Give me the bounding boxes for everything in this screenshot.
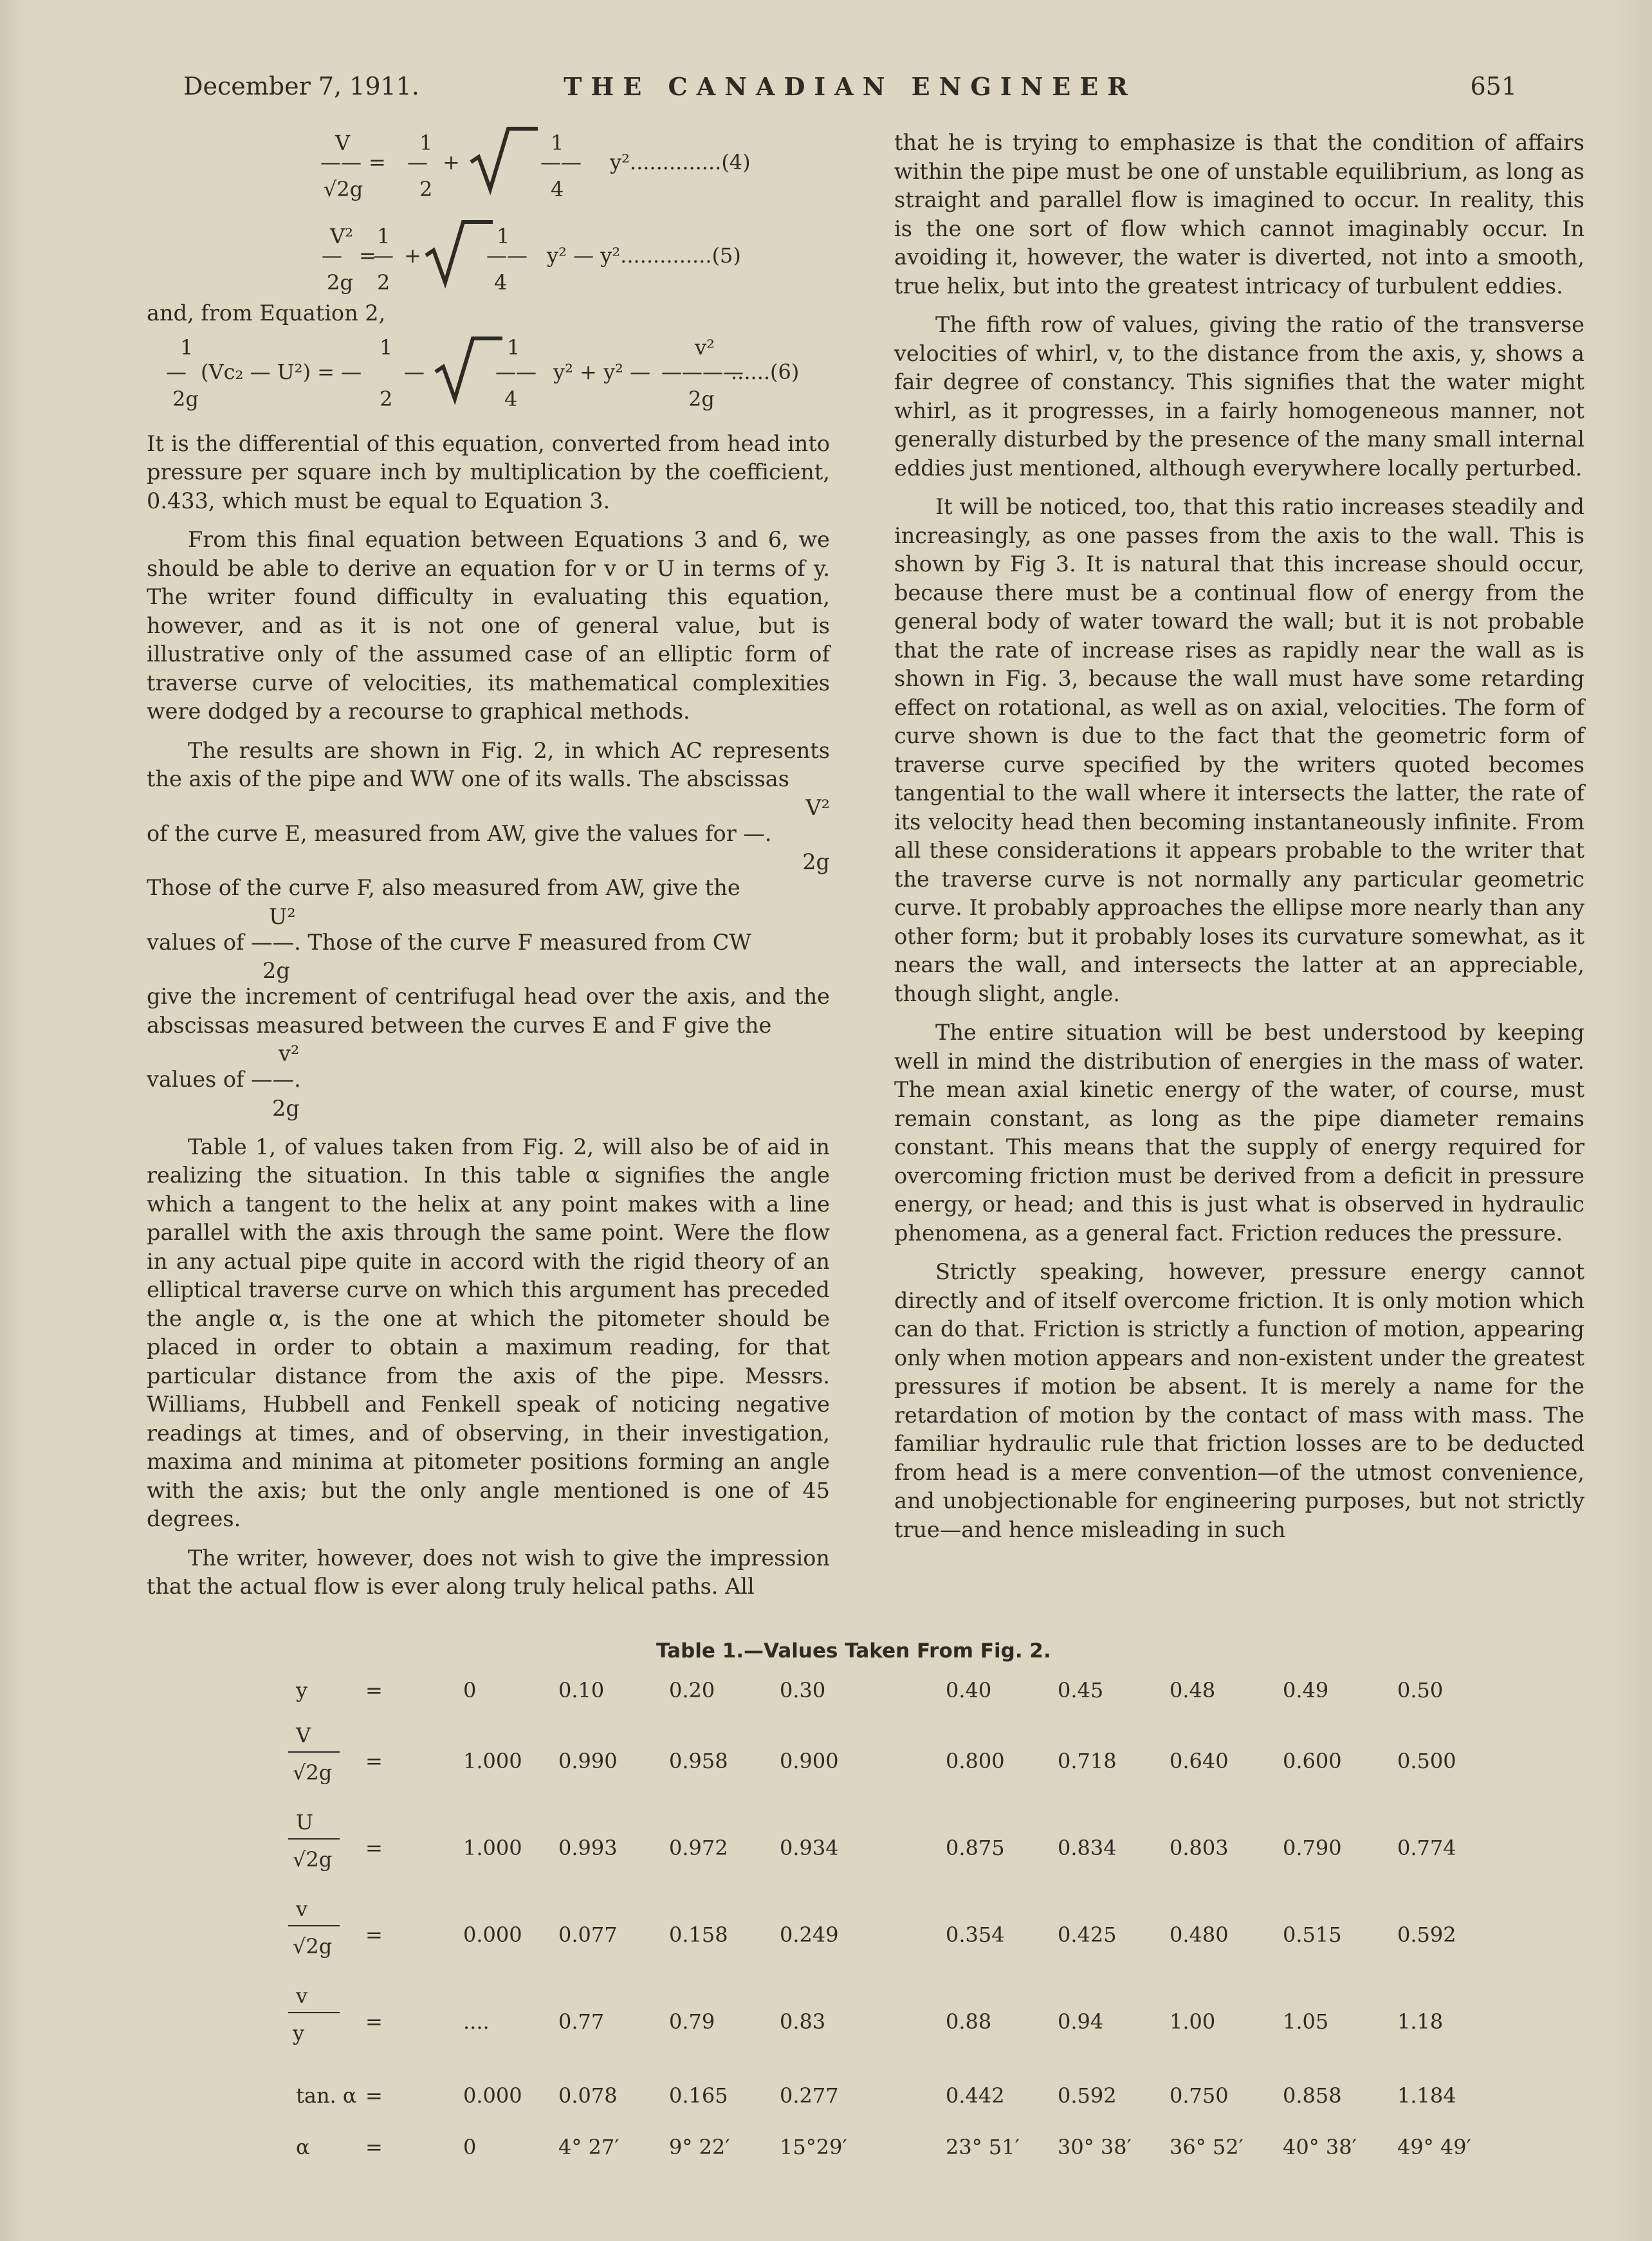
table-title: Table 1.—Values Taken From Fig. 2.: [656, 1639, 1051, 1663]
equals-sign: =: [365, 2009, 383, 2034]
fraction-bar: [288, 1925, 340, 1926]
row-label: y: [296, 1678, 308, 1702]
table-row: [257, 1810, 1544, 1874]
inline-fraction-den: 2g: [272, 1095, 300, 1121]
table-cell: 1.000: [463, 1836, 522, 1860]
table-cell: 0: [463, 1678, 477, 1702]
eq6-half-num: 1: [380, 335, 393, 360]
table-cell: 0.993: [558, 1836, 618, 1860]
table-cell: 0.834: [1058, 1836, 1117, 1860]
table-cell: 0.800: [946, 1749, 1005, 1773]
eq4-numerator: V: [335, 131, 351, 155]
eq6-rad-num: 1: [507, 335, 520, 360]
table-cell: 1.184: [1397, 2083, 1456, 2108]
paragraph: From this final equation between Equations 3 and 6, we should be able to derive an equation for v or U in terms of y. The writer found difficulty in evaluating this equation, however, and as it is not one of general value, but is illustrative only of the assumed case of an elliptic form of traverse curve of velocities, its mathematical complexities were dodged by a recourse to graphical methods.: [147, 527, 830, 724]
table-cell: 0.900: [780, 1749, 839, 1773]
table-cell: 0.20: [669, 1678, 715, 1702]
eq5-half-den: 2: [377, 270, 390, 295]
table-cell: 4° 27′: [558, 2135, 620, 2159]
table-cell: ....: [463, 2009, 490, 2034]
table-cell: 0.88: [946, 2009, 992, 2034]
table-cell: 0.10: [558, 1678, 605, 1702]
header-date: December 7, 1911.: [183, 72, 419, 100]
eq6-right-den: 2g: [688, 386, 715, 411]
paragraph: that he is trying to emphasize is that the condition of affairs within the pipe must be one of unstable equilibrium, as long as straight and parallel flow is imagined to occur. In reality, this is the one sort of flow which cannot imaginably occur. In avoiding it, however, the water is diverted, not into a smooth, true helix, but into the greatest intricacy of turbulent eddies.: [894, 130, 1584, 299]
table-cell: 0.249: [780, 1923, 839, 1947]
left-column: [147, 129, 830, 1612]
table-cell: 40° 38′: [1283, 2135, 1357, 2159]
paragraph: Strictly speaking, however, pressure energy cannot directly and of itself overcome friction. It is only motion which can do that. Friction is strictly a function of motion, appearing only when motion appears and non-existent under the greatest pressures if motion be absent. It is merely a name for the retardation of motion by the contact of mass with mass. The familiar hydraulic rule that friction losses are to be deducted from head is a mere convention—of the utmost convenience, and unobjectionable for engineering purposes, but not strictly true—and hence misleading in such: [894, 1259, 1584, 1542]
table-row: [257, 1897, 1544, 1961]
eq5-half-num: 1: [377, 224, 390, 248]
table-cell: 0.77: [558, 2009, 605, 2034]
table-cell: 0.425: [1058, 1923, 1117, 1947]
radical-sign-icon: [423, 218, 494, 289]
table-cell: 0.45: [1058, 1678, 1104, 1702]
radical-sign-icon: [433, 335, 504, 405]
table-cell: 0.30: [780, 1678, 826, 1702]
paragraph: Table 1, of values taken from Fig. 2, will also be of aid in realizing the situation. In this table α signifies the angle which a tangent to the helix at any point makes with a line parallel with the axis through the same point. Were the flow in any actual pipe quite in accord with the rigid theory of an elliptical traverse curve on which this argument has preceded the angle α, is the one at which the pitometer should be placed in order to obtain a maximum reading, for that particular distance from the axis of the pipe. Messrs. Williams, Hubbell and Fenkell speak of noticing negative readings at times, and of observing, in their investigation, maxima and minima at pitometer positions forming an angle with the axis; but the only angle mentioned is one of 45 degrees.: [147, 1134, 830, 1531]
table-cell: 1.18: [1397, 2009, 1444, 2034]
paragraph-line: give the increment of centrifugal head over the axis, and the abscissas measured between the curves E and F give the: [147, 984, 830, 1038]
eq6-numerator: 1: [180, 335, 194, 360]
eq6-tail: ......(6): [731, 359, 800, 384]
table-cell: 0.480: [1170, 1923, 1229, 1947]
eq4-rad-den: 4: [551, 177, 564, 201]
table-row: [257, 2135, 1544, 2199]
table-cell: 9° 22′: [669, 2135, 730, 2159]
eq4-half-num: 1: [419, 131, 433, 155]
table-cell: 0.077: [558, 1923, 618, 1947]
eq6-denominator: 2g: [172, 386, 199, 411]
paragraph-line: values of ——.: [147, 1067, 301, 1092]
equals-sign: =: [365, 2135, 383, 2159]
eq5-rad-den: 4: [494, 270, 508, 295]
table-cell: 0.000: [463, 1923, 522, 1947]
inline-fraction-den: 2g: [262, 958, 290, 983]
table-cell: 0.49: [1283, 1678, 1329, 1702]
table-cell: 0.40: [946, 1678, 992, 1702]
eq4-tail: y²..............(4): [610, 150, 751, 174]
equation-intro: and, from Equation 2,: [147, 300, 386, 326]
paragraph-line: of the curve E, measured from AW, give the values for —.: [147, 820, 772, 846]
table-cell: 0.515: [1283, 1923, 1342, 1947]
paragraph-line: Those of the curve F, also measured from AW, give the: [147, 875, 740, 900]
table-cell: 30° 38′: [1058, 2135, 1132, 2159]
radical-sign-icon: [468, 125, 539, 196]
eq4-rad-num: 1: [551, 131, 564, 155]
row-label-denominator: y: [293, 2021, 305, 2045]
paragraph: The results are shown in Fig. 2, in which AC represents the axis of the pipe and WW one of its walls. The abscissas: [147, 737, 830, 791]
table-cell: 0.500: [1397, 1749, 1456, 1773]
eq5-denominator: 2g: [327, 270, 353, 295]
table-cell: 1.000: [463, 1749, 522, 1773]
table-cell: 0.718: [1058, 1749, 1117, 1773]
table-cell: 0.774: [1397, 1836, 1456, 1860]
table-cell: 23° 51′: [946, 2135, 1020, 2159]
table-cell: 0.750: [1170, 2083, 1229, 2108]
paragraph-line: values of ——. Those of the curve F measured from CW: [147, 929, 751, 955]
table-cell: 0.790: [1283, 1836, 1342, 1860]
eq4-half-den: 2: [419, 177, 433, 201]
table-cell: 49° 49′: [1397, 2135, 1471, 2159]
table-cell: 36° 52′: [1170, 2135, 1244, 2159]
eq6-right-num: v²: [695, 335, 715, 360]
row-label: v: [296, 1897, 308, 1921]
page-number: 651: [1470, 72, 1517, 100]
table-cell: 0.94: [1058, 2009, 1104, 2034]
equals-sign: =: [365, 1923, 383, 1947]
inline-fraction-num: v²: [279, 1041, 300, 1066]
equation-4: V —— √2g = 1 — 2 + 1 —— 4 y²..............(4): [147, 129, 830, 222]
equals-sign: =: [365, 2083, 383, 2108]
row-label: tan. α: [296, 2083, 357, 2108]
equation-5: V² — 2g = — 1 2 + 1 —— 4 y² — y²..............(5): [147, 222, 830, 318]
table-cell: 0.640: [1170, 1749, 1229, 1773]
fraction-bar: [288, 2012, 340, 2013]
eq5-tail: y² — y²..............(5): [547, 243, 741, 268]
table-cell: 0.972: [669, 1836, 728, 1860]
eq6-tail-mid: y² + y² —: [553, 359, 651, 384]
table-cell: 0.165: [669, 2083, 728, 2108]
eq6-paren: (Vc₂ — U²) = —: [201, 359, 362, 384]
table-cell: 0.592: [1058, 2083, 1117, 2108]
table-cell: 0.592: [1397, 1923, 1456, 1947]
table-cell: 0.442: [946, 2083, 1005, 2108]
eq5-numerator: V²: [330, 224, 353, 248]
table-cell: 15°29′: [780, 2135, 847, 2159]
right-column: [894, 129, 1584, 1554]
table-cell: 0.078: [558, 2083, 618, 2108]
row-label: V: [296, 1723, 311, 1748]
row-label-denominator: √2g: [293, 1934, 333, 1959]
equals-sign: =: [365, 1678, 383, 1702]
row-label: U: [296, 1810, 313, 1834]
table-cell: 0.600: [1283, 1749, 1342, 1773]
inline-fraction-num: V²: [805, 795, 830, 820]
table-cell: 0.83: [780, 2009, 826, 2034]
table-cell: 0.858: [1283, 2083, 1342, 2108]
table-cell: 0.990: [558, 1749, 618, 1773]
table-cell: 0: [463, 2135, 477, 2159]
table-cell: 0.803: [1170, 1836, 1229, 1860]
row-label: v: [296, 1984, 308, 2008]
table-cell: 0.48: [1170, 1678, 1216, 1702]
eq5-rad-num: 1: [497, 224, 510, 248]
row-label: α: [296, 2135, 310, 2159]
paragraph: The entire situation will be best understood by keeping well in mind the distribution of energies in the mass of water. The mean axial kinetic energy of the water, of course, must remain constant, as long as the pipe diameter remains constant. This means that the supply of energy required for overcoming friction must be derived from a deficit in pressure energy, or head; and this is just what is observed in hydraulic phenomena, as a general fact. Friction reduces the pressure.: [894, 1020, 1584, 1246]
table-cell: 0.158: [669, 1923, 728, 1947]
table-cell: 0.277: [780, 2083, 839, 2108]
eq4-denominator: √2g: [324, 177, 363, 201]
eq6-half-den: 2: [380, 386, 393, 411]
equation-6: 1 — 2g (Vc₂ — U²) = — 1 2 — 1 —— 4 y² + y² — v² ———— 2g ......(6): [147, 333, 830, 430]
row-label-denominator: √2g: [293, 1847, 333, 1872]
table-row: [257, 1723, 1544, 1787]
table-cell: 0.79: [669, 2009, 715, 2034]
table-cell: 0.875: [946, 1836, 1005, 1860]
table-cell: 0.354: [946, 1923, 1005, 1947]
table-cell: 0.50: [1397, 1678, 1444, 1702]
row-label-denominator: √2g: [293, 1760, 333, 1785]
paragraph: The writer, however, does not wish to give the impression that the actual flow is ever along truly helical paths. All: [147, 1545, 830, 1599]
table-cell: 0.000: [463, 2083, 522, 2108]
journal-title: THE CANADIAN ENGINEER: [564, 72, 1137, 101]
inline-fraction-num: U²: [269, 903, 296, 929]
equals-sign: =: [365, 1749, 383, 1773]
table-row: [257, 1984, 1544, 2048]
paragraph: It is the differential of this equation, converted from head into pressure per square inch by multiplication by the coefficient, 0.433, which must be equal to Equation 3.: [147, 430, 830, 513]
table-cell: 1.00: [1170, 2009, 1216, 2034]
table-cell: 1.05: [1283, 2009, 1329, 2034]
fraction-bar: [288, 1751, 340, 1753]
table-cell: 0.934: [780, 1836, 839, 1860]
fraction-bar: [288, 1838, 340, 1840]
page-header: [183, 72, 1517, 111]
paragraph: It will be noticed, too, that this ratio increases steadily and increasingly, as one passes from the axis to the wall. This is shown by Fig 3. It is natural that this increase should occur, because there must be a continual flow of energy from the general body of water toward the wall; but it is not probable that the rate of increase rises as rapidly near the wall as is shown in Fig. 3, because the wall must have some retarding effect on rotational, as well as on axial, velocities. The form of curve shown is due to the fact that the geometric form of traverse curve specified by the writers quoted becomes tangential to the wall where it intersects the latter, the rate of its velocity head then becoming instantaneously infinite. From all these considerations it appears probable to the writer that the traverse curve is not normally any particular geometric curve. It probably approaches the ellipse more nearly than any other form; but it probably loses its curvature somewhat, as it nears the wall, and intersects the latter at an appreciable, though slight, angle.: [894, 494, 1584, 1006]
inline-fraction-den: 2g: [802, 849, 830, 874]
equals-sign: =: [365, 1836, 383, 1860]
table-cell: 0.958: [669, 1749, 728, 1773]
paragraph: The fifth row of values, giving the ratio of the transverse velocities of whirl, v, to the distance from the axis, y, shows a fair degree of constancy. This signifies that the water might whirl, as it progresses, in a fairly homogeneous manner, not generally disturbed by the presence of the many small internal eddies just mentioned, although everywhere locally perturbed.: [894, 312, 1584, 481]
eq6-rad-den: 4: [504, 386, 518, 411]
